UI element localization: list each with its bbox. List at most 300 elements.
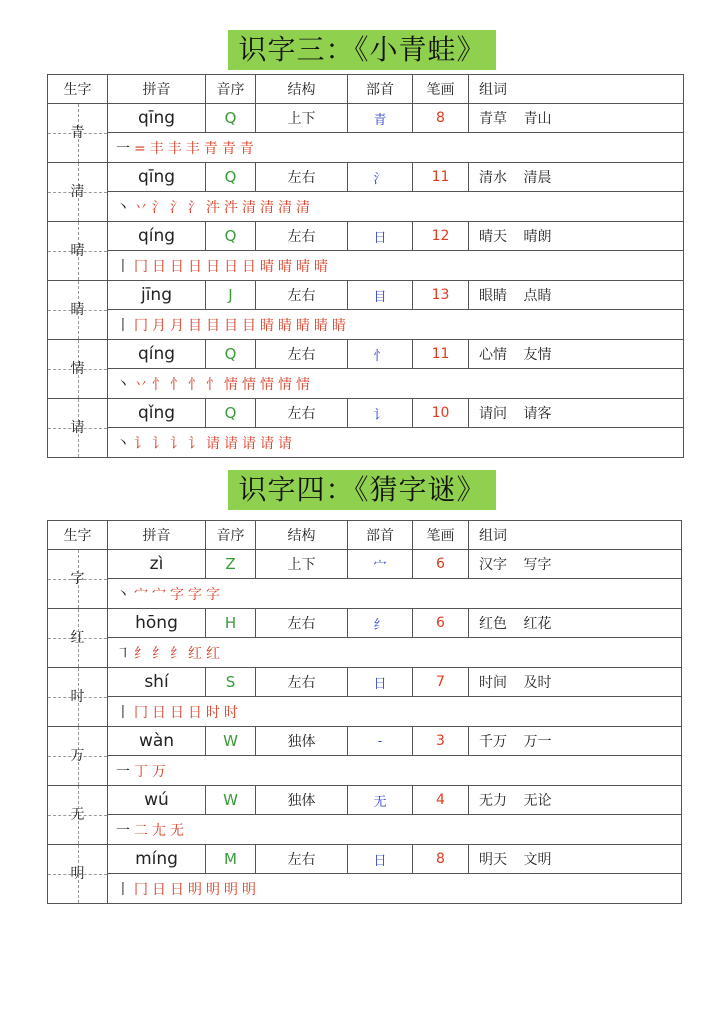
radical-value: 无 (373, 794, 387, 810)
strokes-value: 4 (436, 792, 445, 808)
strokes-cell (413, 281, 469, 310)
stroke-step: 宀 (152, 586, 170, 603)
character-cell (48, 222, 108, 281)
stroke-step: 氵 (188, 199, 206, 216)
character-row (48, 281, 684, 310)
character-glyph: 明 (70, 866, 85, 882)
order-cell (206, 399, 256, 428)
stroke-order-row (48, 815, 682, 845)
character-cell (48, 340, 108, 399)
stroke-step: 请 (206, 435, 224, 452)
radical-cell (348, 163, 413, 192)
stroke-step: 丶 (116, 376, 134, 393)
stroke-step: 无 (170, 822, 188, 839)
stroke-step: 目 (224, 317, 242, 334)
pinyin-value: qíng (137, 226, 176, 246)
stroke-step: 冂 (134, 704, 152, 721)
structure-cell (256, 727, 348, 756)
stroke-step: 时 (224, 704, 242, 721)
stroke-step: 日 (152, 258, 170, 275)
stroke-step: 丰 (185, 140, 204, 157)
stroke-step: 晴 (278, 258, 296, 275)
radical-cell (348, 281, 413, 310)
radical-cell (348, 668, 413, 697)
stroke-step: 目 (242, 317, 260, 334)
character-row (48, 727, 682, 756)
table-header-row (48, 521, 682, 550)
stroke-step: 青 (221, 140, 240, 157)
pinyin-cell (108, 845, 206, 874)
character-table-lesson-4 (47, 520, 682, 904)
stroke-step: 红 (188, 645, 206, 662)
order-cell (206, 163, 256, 192)
stroke-step: 日 (170, 704, 188, 721)
character-row (48, 786, 682, 815)
character-cell (48, 550, 108, 609)
order-value: S (225, 673, 236, 691)
strokes-value: 13 (431, 287, 450, 303)
order-value: Z (225, 555, 236, 573)
radical-cell (348, 222, 413, 251)
stroke-step: 丰 (167, 140, 186, 157)
strokes-cell (413, 845, 469, 874)
order-cell (206, 786, 256, 815)
stroke-step: 睛 (278, 317, 296, 334)
radical-cell (348, 609, 413, 638)
stroke-step: 氵 (152, 199, 170, 216)
pinyin-value: qīng (137, 108, 176, 128)
stroke-step: 明 (188, 881, 206, 898)
stroke-step: 明 (224, 881, 242, 898)
stroke-order-row (48, 756, 682, 786)
section-lesson-3 (0, 30, 724, 74)
header-strokes: 笔画 (413, 521, 469, 550)
radical-value: 目 (373, 289, 387, 305)
pinyin-value: qíng (137, 344, 176, 364)
stroke-order-row (48, 310, 684, 340)
stroke-step: 宀 (134, 586, 152, 603)
strokes-value: 11 (431, 169, 450, 185)
stroke-step: 丶 (116, 586, 134, 603)
stroke-step: 明 (206, 881, 224, 898)
stroke-step: 目 (188, 317, 206, 334)
stroke-step: 丨 (116, 258, 134, 275)
stroke-order-row (48, 428, 684, 458)
header-strokes: 笔画 (413, 75, 469, 104)
stroke-step: 请 (260, 435, 278, 452)
header-char: 生字 (48, 75, 108, 104)
pinyin-cell (108, 550, 206, 579)
structure-value: 独体 (287, 793, 316, 809)
order-cell (206, 550, 256, 579)
stroke-sequence (108, 874, 682, 904)
header-words: 组词 (469, 75, 684, 104)
strokes-value: 7 (436, 674, 445, 690)
pinyin-cell (108, 222, 206, 251)
character-glyph: 清 (70, 184, 85, 200)
header-char: 生字 (48, 521, 108, 550)
strokes-cell (413, 340, 469, 369)
stroke-step: = (134, 140, 150, 157)
order-cell (206, 668, 256, 697)
stroke-step: 请 (242, 435, 260, 452)
strokes-value: 10 (431, 405, 450, 421)
stroke-step: 红 (206, 645, 224, 662)
radical-cell (348, 104, 413, 133)
stroke-step: 丨 (116, 317, 134, 334)
stroke-step: 清 (242, 199, 260, 216)
stroke-step: 日 (170, 258, 188, 275)
strokes-value: 12 (431, 228, 450, 244)
character-cell (48, 727, 108, 786)
character-row (48, 845, 682, 874)
stroke-step: 请 (278, 435, 296, 452)
radical-value: 日 (373, 676, 387, 692)
structure-value: 上下 (287, 111, 316, 127)
character-row (48, 340, 684, 369)
character-glyph: 时 (70, 689, 85, 705)
stroke-step: 日 (242, 258, 260, 275)
stroke-step: 明 (242, 881, 260, 898)
stroke-step: 丶 (116, 435, 134, 452)
stroke-order-row (48, 579, 682, 609)
stroke-sequence (108, 697, 682, 727)
stroke-step: 纟 (152, 645, 170, 662)
structure-cell (256, 550, 348, 579)
structure-value: 左右 (287, 170, 316, 186)
order-value: Q (224, 404, 237, 422)
structure-cell (256, 786, 348, 815)
character-row (48, 399, 684, 428)
radical-cell (348, 550, 413, 579)
stroke-step: 冂 (134, 881, 152, 898)
stroke-step: 讠 (134, 435, 152, 452)
section-lesson-4 (0, 470, 724, 514)
character-cell (48, 163, 108, 222)
stroke-step: 字 (206, 586, 224, 603)
stroke-step: 日 (152, 704, 170, 721)
strokes-cell (413, 550, 469, 579)
radical-value: 宀 (373, 558, 387, 574)
character-cell (48, 786, 108, 845)
character-row (48, 609, 682, 638)
character-cell (48, 845, 108, 904)
stroke-step: 日 (224, 258, 242, 275)
pinyin-value: qīng (137, 167, 176, 187)
order-cell (206, 727, 256, 756)
strokes-cell (413, 727, 469, 756)
structure-value: 左右 (287, 852, 316, 868)
order-value: Q (224, 109, 237, 127)
character-row (48, 104, 684, 133)
order-cell (206, 222, 256, 251)
words-cell: 请问 请客 (469, 399, 684, 428)
order-value: W (223, 732, 238, 750)
stroke-step: 清 (296, 199, 314, 216)
character-glyph: 字 (70, 571, 85, 587)
structure-value: 左右 (287, 406, 316, 422)
structure-cell (256, 222, 348, 251)
words-cell: 无力 无论 (469, 786, 682, 815)
stroke-step: 日 (188, 258, 206, 275)
stroke-sequence (108, 756, 682, 786)
strokes-cell (413, 163, 469, 192)
order-value: W (223, 791, 238, 809)
pinyin-value: shí (144, 672, 169, 692)
radical-value: 讠 (373, 407, 387, 423)
stroke-step: 青 (239, 140, 258, 157)
stroke-step: 纟 (170, 645, 188, 662)
stroke-step: ㇕ (116, 645, 134, 662)
strokes-cell (413, 668, 469, 697)
pinyin-value: míng (135, 849, 178, 869)
radical-value: 忄 (373, 348, 387, 364)
pinyin-value: qǐng (137, 403, 176, 423)
pinyin-cell (108, 727, 206, 756)
structure-cell (256, 281, 348, 310)
structure-value: 左右 (287, 229, 316, 245)
stroke-step: 忄 (152, 376, 170, 393)
stroke-step: 睛 (332, 317, 350, 334)
structure-cell (256, 340, 348, 369)
strokes-value: 6 (436, 615, 445, 631)
stroke-step: 丨 (116, 881, 134, 898)
header-words: 组词 (469, 521, 682, 550)
stroke-step: 汼 (224, 199, 242, 216)
stroke-step: 氵 (170, 199, 188, 216)
stroke-step: 晴 (314, 258, 332, 275)
radical-cell (348, 399, 413, 428)
words-cell: 心情 友情 (469, 340, 684, 369)
stroke-step: 冂 (134, 258, 152, 275)
header-radical: 部首 (348, 75, 413, 104)
stroke-step: 丁 (134, 763, 152, 780)
strokes-cell (413, 104, 469, 133)
character-glyph: 请 (70, 420, 85, 436)
stroke-sequence (108, 579, 682, 609)
character-glyph: 睛 (70, 302, 85, 318)
pinyin-cell (108, 786, 206, 815)
pinyin-cell (108, 104, 206, 133)
stroke-step: 二 (134, 822, 152, 839)
stroke-step: 睛 (296, 317, 314, 334)
radical-value: 青 (373, 112, 387, 128)
strokes-value: 6 (436, 556, 445, 572)
stroke-step: 情 (278, 376, 296, 393)
strokes-cell (413, 609, 469, 638)
strokes-value: 3 (436, 733, 445, 749)
stroke-order-row (48, 638, 682, 668)
character-cell (48, 104, 108, 163)
stroke-step: 日 (206, 258, 224, 275)
words-cell: 眼睛 点睛 (469, 281, 684, 310)
stroke-sequence (108, 251, 684, 281)
pinyin-cell (108, 163, 206, 192)
stroke-step: 字 (188, 586, 206, 603)
strokes-value: 8 (436, 851, 445, 867)
stroke-order-row (48, 251, 684, 281)
radical-cell (348, 845, 413, 874)
stroke-order-row (48, 369, 684, 399)
structure-value: 左右 (287, 675, 316, 691)
header-radical: 部首 (348, 521, 413, 550)
stroke-order-row (48, 133, 684, 163)
strokes-value: 11 (431, 346, 450, 362)
stroke-step: 讠 (152, 435, 170, 452)
stroke-step: 忄 (170, 376, 188, 393)
stroke-step: 月 (152, 317, 170, 334)
order-value: Q (224, 345, 237, 363)
words-cell: 明天 文明 (469, 845, 682, 874)
character-row (48, 668, 682, 697)
stroke-step: 万 (152, 763, 170, 780)
stroke-order-row (48, 697, 682, 727)
structure-value: 独体 (287, 734, 316, 750)
stroke-step: 一 (116, 763, 134, 780)
pinyin-value: hōng (135, 613, 178, 633)
character-glyph: 万 (70, 748, 85, 764)
structure-cell (256, 609, 348, 638)
pinyin-cell (108, 281, 206, 310)
character-cell (48, 281, 108, 340)
stroke-step: 请 (224, 435, 242, 452)
stroke-step: 丷 (134, 199, 152, 216)
stroke-step: 丶 (116, 199, 134, 216)
stroke-sequence (108, 428, 684, 458)
character-glyph: 情 (70, 361, 85, 377)
stroke-order-row (48, 874, 682, 904)
stroke-sequence (108, 638, 682, 668)
stroke-sequence (108, 815, 682, 845)
order-cell (206, 845, 256, 874)
structure-value: 左右 (287, 288, 316, 304)
character-glyph: 无 (70, 807, 85, 823)
order-cell (206, 609, 256, 638)
words-cell: 时间 及时 (469, 668, 682, 697)
stroke-step: 讠 (170, 435, 188, 452)
character-row (48, 550, 682, 579)
stroke-step: 字 (170, 586, 188, 603)
pinyin-value: zì (149, 554, 164, 574)
section-title: 识字四：《猜字谜》 (228, 470, 495, 510)
stroke-sequence (108, 369, 684, 399)
header-structure: 结构 (256, 75, 348, 104)
pinyin-value: jīng (140, 285, 172, 305)
stroke-sequence (108, 310, 684, 340)
character-cell (48, 609, 108, 668)
header-order: 音序 (206, 521, 256, 550)
strokes-cell (413, 399, 469, 428)
stroke-step: 青 (203, 140, 222, 157)
character-table-lesson-3 (47, 74, 684, 458)
words-cell: 晴天 晴朗 (469, 222, 684, 251)
stroke-step: 一 (116, 822, 134, 839)
header-pinyin: 拼音 (108, 521, 206, 550)
stroke-order-row (48, 192, 684, 222)
stroke-step: 汼 (206, 199, 224, 216)
pinyin-cell (108, 399, 206, 428)
stroke-step: 睛 (314, 317, 332, 334)
radical-value: 纟 (373, 617, 387, 633)
words-cell: 汉字 写字 (469, 550, 682, 579)
stroke-step: 睛 (260, 317, 278, 334)
order-cell (206, 340, 256, 369)
structure-cell (256, 399, 348, 428)
radical-cell (348, 727, 413, 756)
order-cell (206, 281, 256, 310)
character-glyph: 青 (70, 125, 85, 141)
stroke-step: 尢 (152, 822, 170, 839)
words-cell: 红色 红花 (469, 609, 682, 638)
pinyin-cell (108, 668, 206, 697)
stroke-step: 日 (188, 704, 206, 721)
stroke-step: 清 (260, 199, 278, 216)
stroke-step: 丨 (116, 704, 134, 721)
character-glyph: 红 (70, 630, 85, 646)
stroke-step: 晴 (296, 258, 314, 275)
stroke-step: 月 (170, 317, 188, 334)
header-pinyin: 拼音 (108, 75, 206, 104)
stroke-step: 忄 (188, 376, 206, 393)
order-value: H (224, 614, 237, 632)
stroke-step: 时 (206, 704, 224, 721)
radical-cell (348, 786, 413, 815)
structure-cell (256, 163, 348, 192)
stroke-step: 日 (152, 881, 170, 898)
stroke-step: 情 (242, 376, 260, 393)
character-cell (48, 668, 108, 727)
structure-cell (256, 845, 348, 874)
stroke-step: 纟 (134, 645, 152, 662)
strokes-cell (413, 222, 469, 251)
header-order: 音序 (206, 75, 256, 104)
character-glyph: 晴 (70, 243, 85, 259)
stroke-step: 日 (170, 881, 188, 898)
stroke-step: 冂 (134, 317, 152, 334)
stroke-step: 丰 (149, 140, 168, 157)
order-value: Q (224, 168, 237, 186)
structure-value: 上下 (287, 557, 316, 573)
structure-cell (256, 104, 348, 133)
pinyin-cell (108, 609, 206, 638)
stroke-sequence (108, 192, 684, 222)
stroke-step: 一 (116, 140, 134, 157)
pinyin-value: wàn (138, 731, 175, 751)
structure-cell (256, 668, 348, 697)
stroke-step: 清 (278, 199, 296, 216)
stroke-step: 情 (260, 376, 278, 393)
radical-value: 日 (373, 230, 387, 246)
stroke-step: 忄 (206, 376, 224, 393)
pinyin-value: wú (144, 790, 169, 810)
header-structure: 结构 (256, 521, 348, 550)
stroke-step: 晴 (260, 258, 278, 275)
stroke-sequence (108, 133, 684, 163)
words-cell: 青草 青山 (469, 104, 684, 133)
structure-value: 左右 (287, 616, 316, 632)
order-value: J (228, 286, 233, 304)
radical-cell (348, 340, 413, 369)
table-header-row (48, 75, 684, 104)
strokes-value: 8 (436, 110, 445, 126)
words-cell: 千万 万一 (469, 727, 682, 756)
radical-value: 氵 (373, 171, 387, 187)
character-row (48, 163, 684, 192)
order-value: M (224, 850, 237, 868)
stroke-step: 情 (224, 376, 242, 393)
stroke-step: 目 (206, 317, 224, 334)
stroke-step: 丷 (134, 376, 152, 393)
